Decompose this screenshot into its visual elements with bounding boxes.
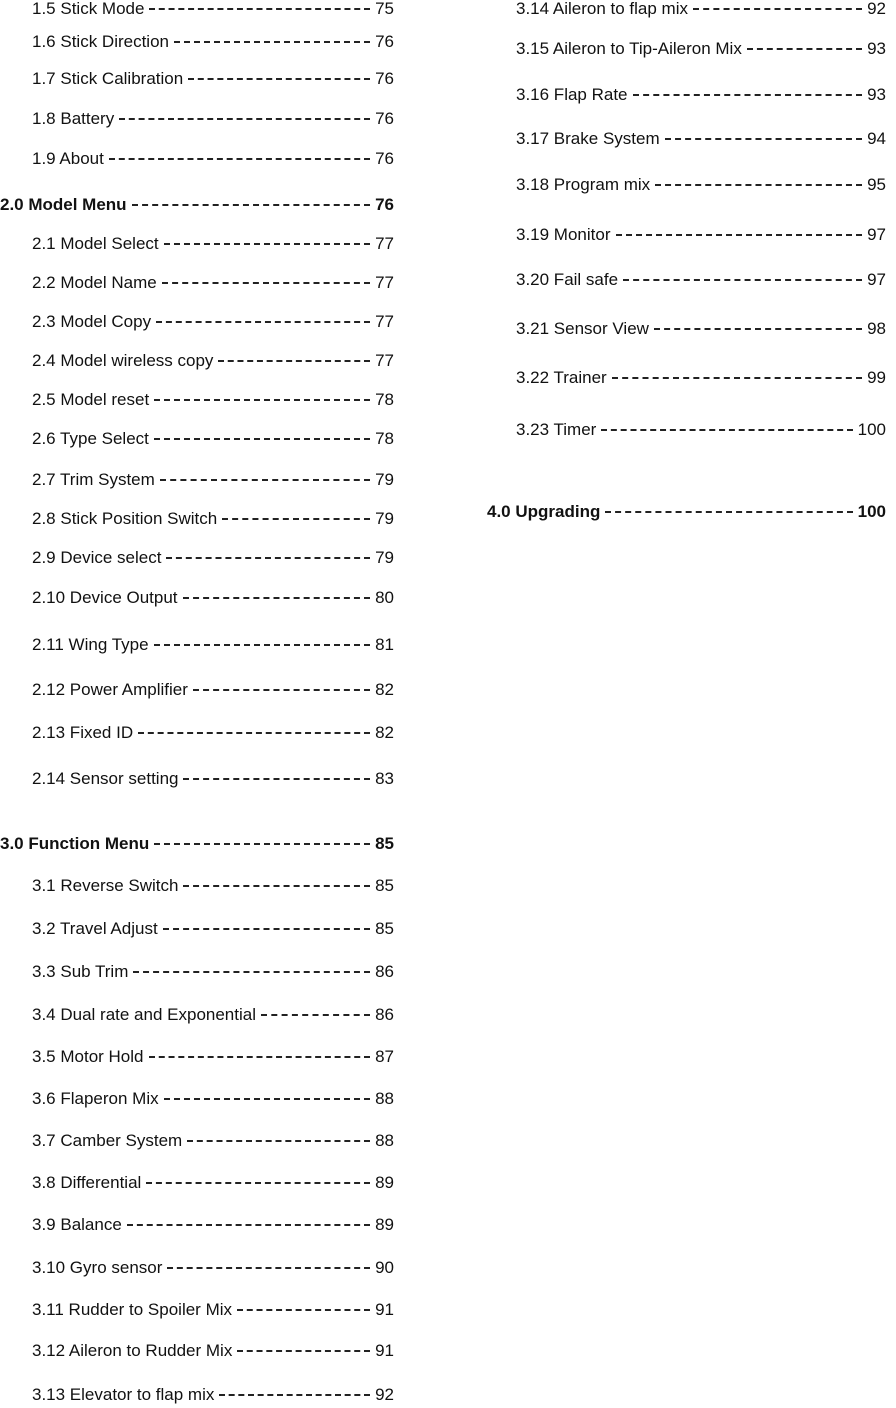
toc-entry-label: 3.22 Trainer: [516, 368, 607, 387]
toc-entry-label: 3.0 Function Menu: [0, 834, 150, 853]
toc-page-number: 100: [857, 420, 886, 439]
toc-entry: [516, 38, 886, 60]
toc-page-number: 89: [375, 1215, 394, 1234]
toc-dot-leader: [174, 41, 370, 43]
toc-page-number: 77: [375, 351, 394, 370]
toc-page-number: 93: [867, 39, 886, 58]
toc-entry: [32, 587, 394, 609]
toc-entry-label: 4.0 Upgrading: [487, 502, 601, 521]
toc-entry-label: 3.10 Gyro sensor: [32, 1258, 163, 1277]
toc-entry: [32, 148, 394, 170]
toc-entry: [32, 31, 394, 53]
toc-entry: [32, 1214, 394, 1236]
toc-entry-label: 2.10 Device Output: [32, 588, 178, 607]
toc-entry-label: 3.15 Aileron to Tip-Aileron Mix: [516, 39, 742, 58]
toc-page-number: 76: [375, 69, 394, 88]
toc-page-number: 77: [375, 312, 394, 331]
toc-entry: [32, 428, 394, 450]
toc-dot-leader: [132, 204, 371, 206]
toc-dot-leader: [162, 282, 370, 284]
toc-page-number: 86: [375, 962, 394, 981]
toc-dot-leader: [218, 360, 370, 362]
toc-entry-label: 2.1 Model Select: [32, 234, 159, 253]
toc-page-number: 91: [375, 1341, 394, 1360]
toc-page-number: 82: [375, 680, 394, 699]
toc-entry: [32, 918, 394, 940]
toc-entry-label: 1.5 Stick Mode: [32, 0, 145, 18]
toc-dot-leader: [167, 1267, 370, 1269]
toc-entry: [32, 469, 394, 491]
toc-dot-leader: [665, 138, 862, 140]
toc-entry-label: 2.14 Sensor setting: [32, 769, 179, 788]
toc-page-number: 85: [375, 876, 394, 895]
toc-entry-label: 3.3 Sub Trim: [32, 962, 129, 981]
toc-dot-leader: [183, 597, 371, 599]
toc-entry-label: 3.4 Dual rate and Exponential: [32, 1005, 256, 1024]
toc-dot-leader: [164, 1098, 370, 1100]
toc-entry: [32, 1130, 394, 1152]
toc-entry-label: 3.19 Monitor: [516, 225, 611, 244]
toc-page-number: 92: [375, 1385, 394, 1404]
toc-page-number: 97: [867, 270, 886, 289]
toc-entry: [32, 233, 394, 255]
toc-dot-leader: [146, 1182, 370, 1184]
toc-section-entry: [0, 833, 394, 855]
toc-page-number: 82: [375, 723, 394, 742]
toc-entry: [32, 350, 394, 372]
toc-section-entry: [0, 194, 394, 216]
toc-entry: [32, 961, 394, 983]
toc-dot-leader: [222, 518, 370, 520]
toc-entry-label: 3.12 Aileron to Rudder Mix: [32, 1341, 233, 1360]
toc-dot-leader: [633, 94, 863, 96]
toc-entry-label: 3.11 Rudder to Spoiler Mix: [32, 1300, 233, 1319]
toc-page-number: 90: [375, 1258, 394, 1277]
toc-entry: [32, 1046, 394, 1068]
toc-page-number: 100: [857, 502, 886, 521]
toc-entry: [32, 875, 394, 897]
toc-entry: [32, 1340, 394, 1362]
toc-page-number: 79: [375, 548, 394, 567]
toc-entry-label: 3.5 Motor Hold: [32, 1047, 144, 1066]
toc-page-number: 89: [375, 1173, 394, 1192]
toc-dot-leader: [154, 843, 370, 845]
toc-dot-leader: [601, 429, 852, 431]
toc-entry: [516, 84, 886, 106]
toc-entry-label: 2.12 Power Amplifier: [32, 680, 188, 699]
toc-entry-label: 3.6 Flaperon Mix: [32, 1089, 159, 1108]
toc-entry: [32, 508, 394, 530]
toc-entry: [32, 68, 394, 90]
toc-entry: [32, 108, 394, 130]
toc-dot-leader: [605, 511, 852, 513]
toc-dot-leader: [127, 1224, 370, 1226]
toc-page-number: 98: [867, 319, 886, 338]
toc-dot-leader: [623, 279, 862, 281]
toc-entry-label: 3.8 Differential: [32, 1173, 142, 1192]
toc-entry-label: 1.9 About: [32, 149, 104, 168]
toc-entry: [32, 679, 394, 701]
toc-entry: [32, 768, 394, 790]
toc-entry: [32, 1172, 394, 1194]
toc-section-entry: [487, 501, 886, 523]
toc-entry-label: 3.14 Aileron to flap mix: [516, 0, 688, 18]
toc-page-number: 83: [375, 769, 394, 788]
toc-page-number: 97: [867, 225, 886, 244]
toc-entry: [516, 128, 886, 150]
toc-page-number: 91: [375, 1300, 394, 1319]
toc-entry-label: 1.6 Stick Direction: [32, 32, 169, 51]
toc-dot-leader: [154, 438, 370, 440]
toc-entry: [516, 174, 886, 196]
toc-entry-label: 1.8 Battery: [32, 109, 115, 128]
toc-entry-label: 2.3 Model Copy: [32, 312, 152, 331]
toc-dot-leader: [163, 928, 370, 930]
toc-entry: [32, 1299, 394, 1321]
toc-page-number: 93: [867, 85, 886, 104]
toc-dot-leader: [188, 78, 370, 80]
toc-dot-leader: [237, 1350, 370, 1352]
toc-entry-label: 3.18 Program mix: [516, 175, 651, 194]
toc-entry-label: 3.21 Sensor View: [516, 319, 649, 338]
toc-entry: [32, 547, 394, 569]
toc-entry: [32, 389, 394, 411]
toc-page-number: 79: [375, 470, 394, 489]
toc-dot-leader: [193, 689, 370, 691]
toc-page-number: 76: [375, 195, 394, 214]
toc-page-number: 77: [375, 234, 394, 253]
toc-dot-leader: [149, 8, 370, 10]
toc-dot-leader: [154, 644, 371, 646]
toc-entry-label: 2.9 Device select: [32, 548, 162, 567]
toc-entry: [32, 1004, 394, 1026]
toc-page-number: 99: [867, 368, 886, 387]
toc-page-number: 76: [375, 149, 394, 168]
toc-page-number: 85: [375, 919, 394, 938]
toc-entry-label: 2.5 Model reset: [32, 390, 150, 409]
toc-page-number: 95: [867, 175, 886, 194]
toc-entry: [32, 722, 394, 744]
toc-entry: [516, 269, 886, 291]
toc-page-number: 88: [375, 1089, 394, 1108]
toc-entry: [516, 318, 886, 340]
toc-dot-leader: [164, 243, 370, 245]
toc-entry-label: 3.16 Flap Rate: [516, 85, 628, 104]
toc-entry-label: 3.2 Travel Adjust: [32, 919, 158, 938]
toc-dot-leader: [237, 1309, 370, 1311]
toc-dot-leader: [183, 778, 370, 780]
toc-page-number: 86: [375, 1005, 394, 1024]
toc-page-number: 88: [375, 1131, 394, 1150]
toc-dot-leader: [119, 118, 370, 120]
toc-dot-leader: [612, 377, 862, 379]
toc-dot-leader: [187, 1140, 370, 1142]
toc-dot-leader: [160, 479, 370, 481]
toc-page-number: 78: [375, 390, 394, 409]
toc-dot-leader: [183, 885, 370, 887]
toc-page-number: 79: [375, 509, 394, 528]
toc-entry-label: 2.0 Model Menu: [0, 195, 127, 214]
toc-entry-label: 3.20 Fail safe: [516, 270, 619, 289]
toc-entry-label: 2.4 Model wireless copy: [32, 351, 214, 370]
toc-page-number: 76: [375, 109, 394, 128]
toc-dot-leader: [654, 328, 862, 330]
toc-dot-leader: [133, 971, 370, 973]
toc-page-number: 78: [375, 429, 394, 448]
toc-entry: [32, 272, 394, 294]
toc-entry-label: 3.7 Camber System: [32, 1131, 183, 1150]
toc-entry: [32, 1088, 394, 1110]
toc-entry-label: 1.7 Stick Calibration: [32, 69, 184, 88]
toc-dot-leader: [616, 234, 863, 236]
toc-entry: [32, 634, 394, 656]
toc-entry-label: 3.23 Timer: [516, 420, 597, 439]
toc-entry-label: 3.13 Elevator to flap mix: [32, 1385, 215, 1404]
toc-entry-label: 2.6 Type Select: [32, 429, 149, 448]
toc-entry-label: 3.17 Brake System: [516, 129, 660, 148]
toc-entry: [32, 311, 394, 333]
toc-entry: [516, 0, 886, 20]
toc-dot-leader: [655, 184, 862, 186]
toc-entry: [516, 367, 886, 389]
toc-dot-leader: [109, 158, 370, 160]
toc-entry: [32, 1384, 394, 1406]
toc-dot-leader: [747, 48, 862, 50]
toc-entry-label: 2.2 Model Name: [32, 273, 157, 292]
toc-page-number: 94: [867, 129, 886, 148]
toc-dot-leader: [166, 557, 370, 559]
toc-entry-label: 2.7 Trim System: [32, 470, 155, 489]
toc-page-number: 92: [867, 0, 886, 18]
toc-dot-leader: [156, 321, 370, 323]
toc-entry-label: 3.9 Balance: [32, 1215, 122, 1234]
toc-page-number: 81: [375, 635, 394, 654]
toc-entry: [32, 0, 394, 20]
toc-entry-label: 3.1 Reverse Switch: [32, 876, 179, 895]
toc-entry-label: 2.11 Wing Type: [32, 635, 149, 654]
toc-dot-leader: [149, 1056, 371, 1058]
toc-entry: [516, 419, 886, 441]
toc-page-number: 76: [375, 32, 394, 51]
toc-dot-leader: [219, 1394, 370, 1396]
toc-page-number: 85: [375, 834, 394, 853]
toc-page-number: 87: [375, 1047, 394, 1066]
toc-entry: [516, 224, 886, 246]
toc-page-number: 75: [375, 0, 394, 18]
toc-entry-label: 2.8 Stick Position Switch: [32, 509, 218, 528]
toc-page-number: 77: [375, 273, 394, 292]
toc-dot-leader: [154, 399, 370, 401]
toc-page-number: 80: [375, 588, 394, 607]
toc-dot-leader: [693, 8, 862, 10]
toc-dot-leader: [138, 732, 370, 734]
toc-dot-leader: [261, 1014, 370, 1016]
toc-entry: [32, 1257, 394, 1279]
toc-entry-label: 2.13 Fixed ID: [32, 723, 134, 742]
